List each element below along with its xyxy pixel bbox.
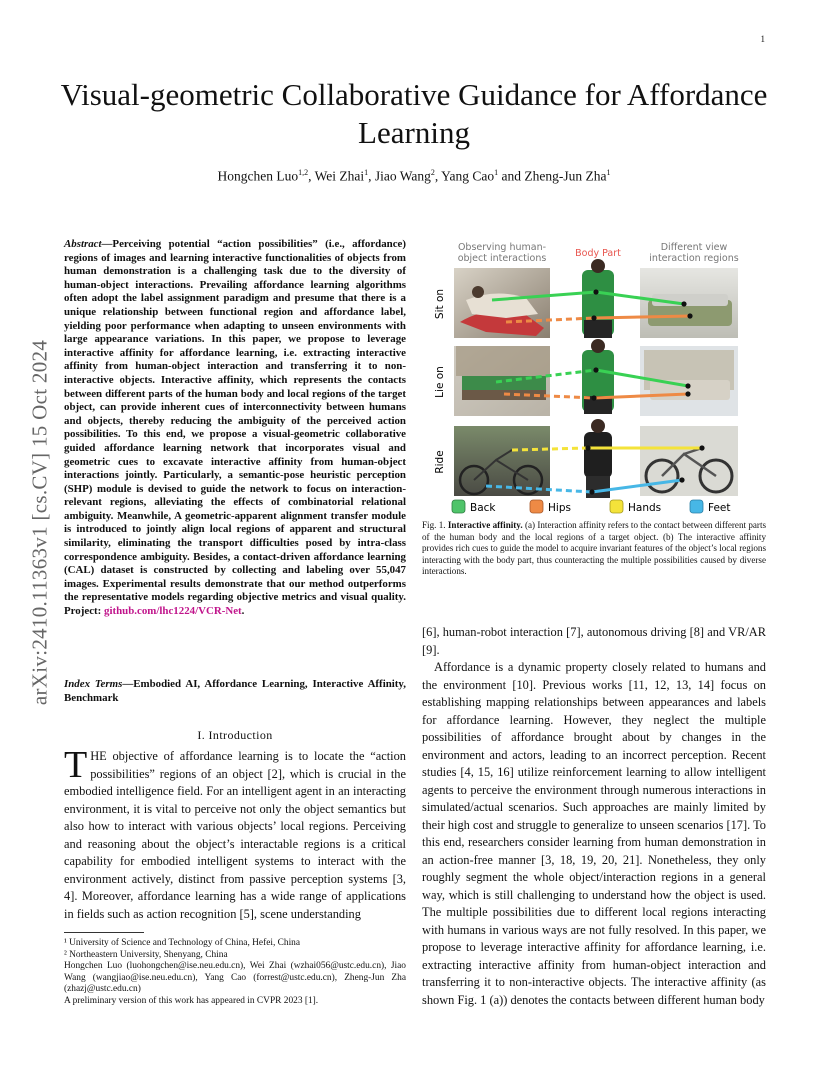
footnote: ¹ University of Science and Technology of China, Hefei, China	[64, 938, 301, 948]
footnotes	[64, 938, 406, 1008]
page-number: 1	[760, 34, 765, 44]
author-list	[60, 168, 768, 185]
author-affiliation: 1	[364, 168, 369, 177]
abstract-end: .	[241, 605, 245, 618]
legend-label-feet: Feet	[708, 502, 731, 514]
abstract	[64, 238, 406, 619]
author-affiliation: 1,2	[298, 168, 309, 177]
intro-text: HE objective of affordance learning is to locate the “action possibilities” regions of an object [2], which is crucial in the embodied intelligence field. For an intelligent agent in an interacting environment, it is vital to perceive not only the object semantics but also how to interact with various objects’ local regions. Perceiving and reasoning about the object’s interactable regions is a critical capability for embodied intelligent systems to interact with the environment actively, distinct from passive perception systems [3, 4]. Moreover, affordance learning has a wide range of applications in fields such as action recognition [5], scene understanding	[64, 749, 406, 921]
author-separator: ,	[434, 168, 442, 184]
row-label-lie-on: Lie on	[434, 366, 446, 398]
photo-sit-view	[640, 268, 738, 338]
body-ride	[584, 419, 612, 498]
paragraph: [6], human-robot interaction [7], autonomous driving [8] and VR/AR [9].	[422, 625, 766, 657]
paper-title: Visual-geometric Collaborative Guidance for Affordance Learning	[60, 77, 768, 150]
intro-paragraph	[64, 744, 406, 923]
right-column-body	[422, 624, 766, 1009]
legend-label-hands: Hands	[628, 502, 662, 514]
author-affiliation: 2	[430, 168, 435, 177]
drop-cap: T	[64, 744, 88, 786]
arxiv-sidebar	[20, 290, 56, 760]
arxiv-identifier[interactable]: arXiv:2410.11363v1 [cs.CV] 15 Oct 2024	[27, 339, 52, 706]
col-header-observing: Observing human-object interactions	[457, 242, 547, 264]
author-name: Zheng-Jun Zha	[524, 168, 607, 184]
footnote: A preliminary version of this work has appeared in CVPR 2023 [1].	[64, 995, 319, 1006]
caption-text: (a) Interaction affinity refers to the contact between different parts of the human body and the local regions of a target object. (b) The interactive affinity provides rich cues to guide the model to acquire invariant features of the object’s local regions interacting with the body part, thus counteracting the multiple possibilities caused by diverse interactions.	[422, 520, 767, 576]
body-lie	[582, 339, 614, 414]
footnote: ² Northeastern University, Shenyang, China	[64, 949, 228, 960]
author-separator: and	[498, 168, 525, 184]
index-terms	[64, 678, 406, 705]
legend-swatch-feet	[690, 500, 703, 513]
paragraph: Affordance is a dynamic property closely related to humans and the environment [10]. Previous works [11, 12, 13, 14] focus on establishing mapping relationships between appearances and labels for affordance learning. However, they neglect the multiple possibilities of affordance brought about by changes in the environment and actors, leading to an incorrect perception. Recent studies [4, 15, 16] utilize reinforcement learning to allow intelligent agents to perceive the environment through numerous interactions in simulated/actual scenarios. Such approaches are mainly limited by their high cost and struggle to generalize to unseen scenarios [17]. To this end, researchers consider learning from human demonstration in an action-free manner [3, 18, 19, 20, 21]. Nonetheless, they only roughly segment the whole object/interaction regions in a general way, which is still challenging to understand how the object is used. The multiple possibilities due to different local regions interacting with humans in various ways are not fully resolved. In this paper, we propose to leverage interactive affinity for affordance learning, i.e. extracting interactive affinity from human-object interaction and transferring it to non-interactive objects. The interactive affinity (as shown Fig. 1 (a)) denotes the contacts between different human body	[422, 660, 766, 1007]
footnote-rule	[64, 932, 144, 933]
legend-swatch-hands	[610, 500, 623, 513]
index-terms-text: —Embodied AI, Affordance Learning, Interactive Affinity, Benchmark	[64, 678, 406, 704]
author-name: Jiao Wang	[374, 168, 431, 184]
photo-sit-observe	[454, 268, 550, 338]
legend-swatch-back	[452, 500, 465, 513]
caption-label: Fig. 1.	[422, 520, 446, 530]
photo-lie-observe	[454, 346, 550, 416]
project-link[interactable]: github.com/lhc1224/VCR-Net	[104, 605, 242, 618]
abstract-label: Abstract	[64, 238, 102, 250]
row-label-ride: Ride	[434, 450, 446, 474]
photo-ride-view	[640, 426, 738, 496]
row-label-sit-on: Sit on	[434, 288, 446, 320]
legend-swatch-hips	[530, 500, 543, 513]
author-name: Hongchen Luo	[217, 168, 299, 184]
author-affiliation: 1	[494, 168, 499, 177]
col-header-body-part: Body Part	[575, 248, 621, 259]
figure-legend	[452, 500, 731, 514]
abstract-text: —Perceiving potential “action possibilities” (i.e., affordance) regions of images and learning interactive functionalities of objects from human demonstration is a challenging task due to the diversity of human-object interactions. Prevailing affordance learning algorithms often adopt the label assignment paradigm and presume that there is a unique relationship between functional region and affordance label, yielding poor performance when adapting to unseen environments with large appearance variations. In this paper, we propose to leverage interactive affinity for affordance learning, i.e. extracting interactive affinity from human-object interaction and transferring it to non-interactive objects. Interactive affinity, which represents the contacts between different parts of the human body and local regions of the target object, can provide inherent cues of interconnectivity between humans and objects, thereby reducing the ambiguity of the perceived action possibilities. To this end, we propose a visual-geometric collaborative guided affordance learning network that incorporates visual and geometric cues to excavate interactive affinity from human-object interactions jointly. Particularly, a semantic-pose heuristic perception (SHP) module is devised to guide the network to focus on interaction-relevant regions, alleviating the effects of combinatorial relational ambiguity. Meanwhile, A geometric-apparent alignment transfer module is introduced to jointly align local regions of apparent and structural similarity, eliminating the transport difficulties posed by intra-class correspondence ambiguity. Besides, a contact-driven affordance learning (CAL) dataset is constructed by collecting and labeling over 55,047 images. Experimental results demonstrate that our method outperforms the representative models regarding objective metrics and visual quality. Project:	[64, 238, 406, 618]
caption-title: Interactive affinity.	[447, 520, 523, 530]
index-terms-label: Index Terms	[64, 678, 123, 690]
author-name: Yang Cao	[441, 168, 495, 184]
author-affiliation: 1	[606, 168, 611, 177]
author-name: Wei Zhai	[314, 168, 365, 184]
col-header-different-view: Different view interaction regions	[649, 242, 739, 264]
author-separator: ,	[368, 168, 375, 184]
figure-caption	[422, 520, 766, 578]
footnote: Hongchen Luo (luohongchen@ise.neu.edu.cn), Wei Zhai (wzhai056@ustc.edu.cn), Jiao Wang (wangjiao@ise.neu.edu.cn), Yang Cao (forrest@ustc.edu.cn), Zheng-Jun Zha (zhazj@ustc.edu.cn)	[64, 961, 406, 995]
body-sit	[582, 259, 614, 338]
legend-label-back: Back	[470, 502, 496, 514]
section-heading: I. Introduction	[197, 728, 273, 742]
figure-1	[426, 236, 764, 518]
author-separator: ,	[308, 168, 315, 184]
legend-label-hips: Hips	[548, 502, 571, 514]
